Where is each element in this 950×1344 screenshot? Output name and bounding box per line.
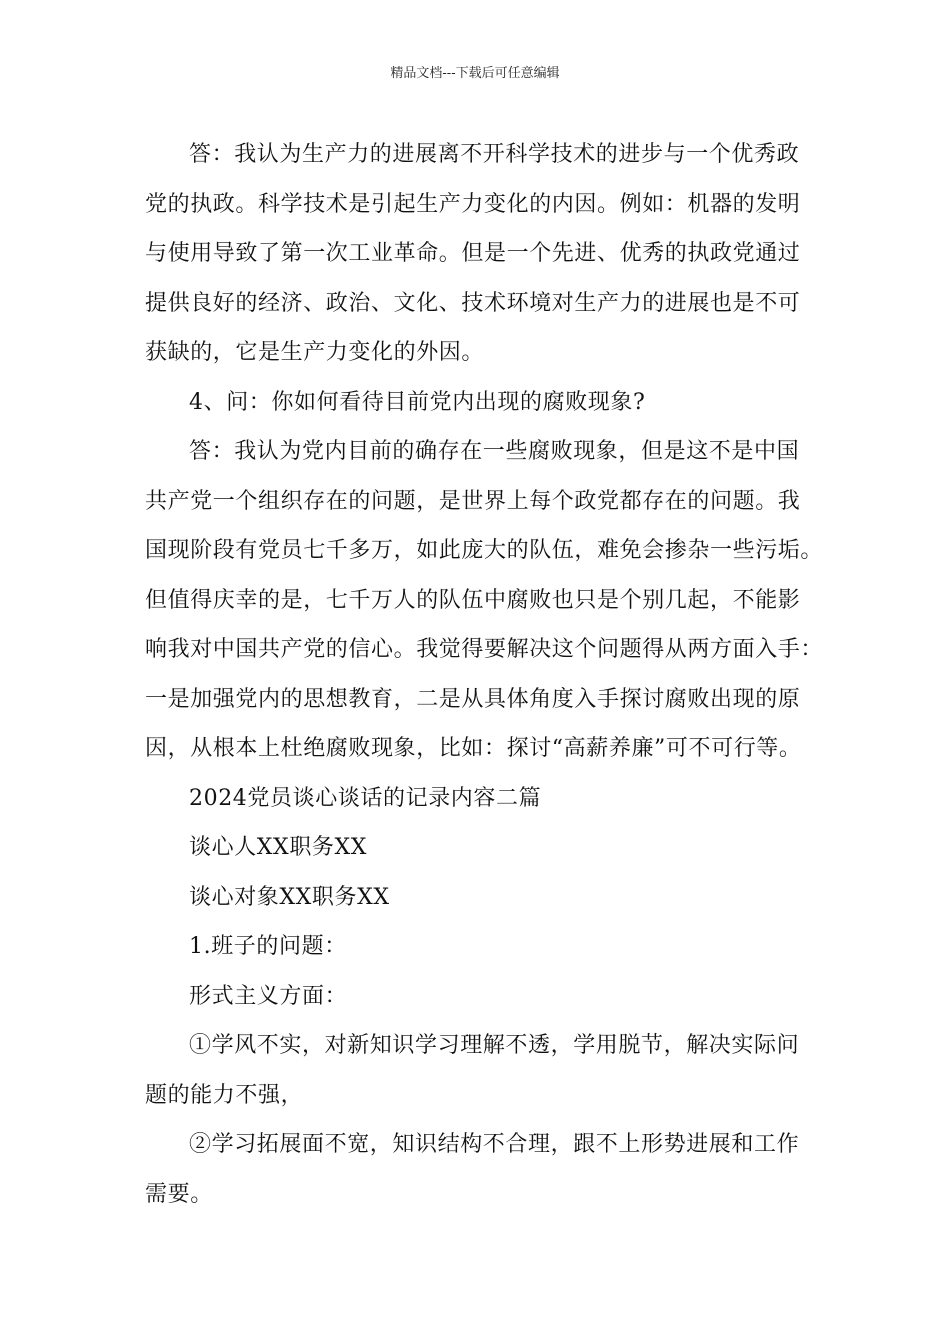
text-line: 国现阶段有党员七千多万，如此庞大的队伍，难免会掺杂一些污垢。 bbox=[145, 538, 824, 563]
page-header: 精品文档---下载后可任意编辑 bbox=[390, 66, 560, 81]
text-line: 响我对中国共产党的信心。我觉得要解决这个问题得从两方面入手： bbox=[145, 637, 824, 662]
list-item: ②学习拓展面不宽，知识结构不合理，跟不上形势进展和工作 bbox=[189, 1132, 800, 1157]
text-line: 获缺的，它是生产力变化的外因。 bbox=[145, 340, 485, 365]
text-line: 因，从根本上杜绝腐败现象，比如：探讨“高薪养廉”可不可行等。 bbox=[145, 736, 802, 761]
text-line: 题的能力不强， bbox=[145, 1082, 304, 1108]
item-heading: 1.班子的问题： bbox=[189, 934, 347, 959]
document-body bbox=[145, 130, 824, 1219]
text-line: 提供良好的经济、政治、文化、技术环境对生产力的进展也是不可 bbox=[145, 290, 801, 316]
text-line: 共产党一个组织存在的问题，是世界上每个政党都存在的问题。我 bbox=[145, 488, 801, 514]
talk-target-info: 谈心对象XX职务XX bbox=[189, 884, 390, 910]
section-title: 2024党员谈心谈话的记录内容二篇 bbox=[189, 785, 542, 811]
text-line: 但值得庆幸的是，七千万人的队伍中腐败也只是个别几起，不能影 bbox=[145, 587, 801, 613]
list-item: ①学风不实，对新知识学习理解不透，学用脱节，解决实际问 bbox=[189, 1033, 800, 1058]
text-line: 需要。 bbox=[145, 1181, 213, 1207]
talker-info: 谈心人XX职务XX bbox=[189, 835, 368, 860]
text-line: 党的执政。科学技术是引起生产力变化的内因。例如：机器的发明 bbox=[145, 191, 801, 217]
subheading: 形式主义方面： bbox=[189, 983, 348, 1009]
text-line: 答：我认为党内目前的确存在一些腐败现象，但是这不是中国 bbox=[189, 439, 800, 464]
question-heading: 4、问：你如何看待目前党内出现的腐败现象? bbox=[189, 389, 646, 415]
text-line: 与使用导致了第一次工业革命。但是一个先进、优秀的执政党通过 bbox=[145, 241, 801, 266]
text-line: 一是加强党内的思想教育，二是从具体角度入手探讨腐败出现的原 bbox=[145, 686, 801, 712]
text-line: 答：我认为生产力的进展离不开科学技术的进步与一个优秀政 bbox=[189, 142, 800, 167]
